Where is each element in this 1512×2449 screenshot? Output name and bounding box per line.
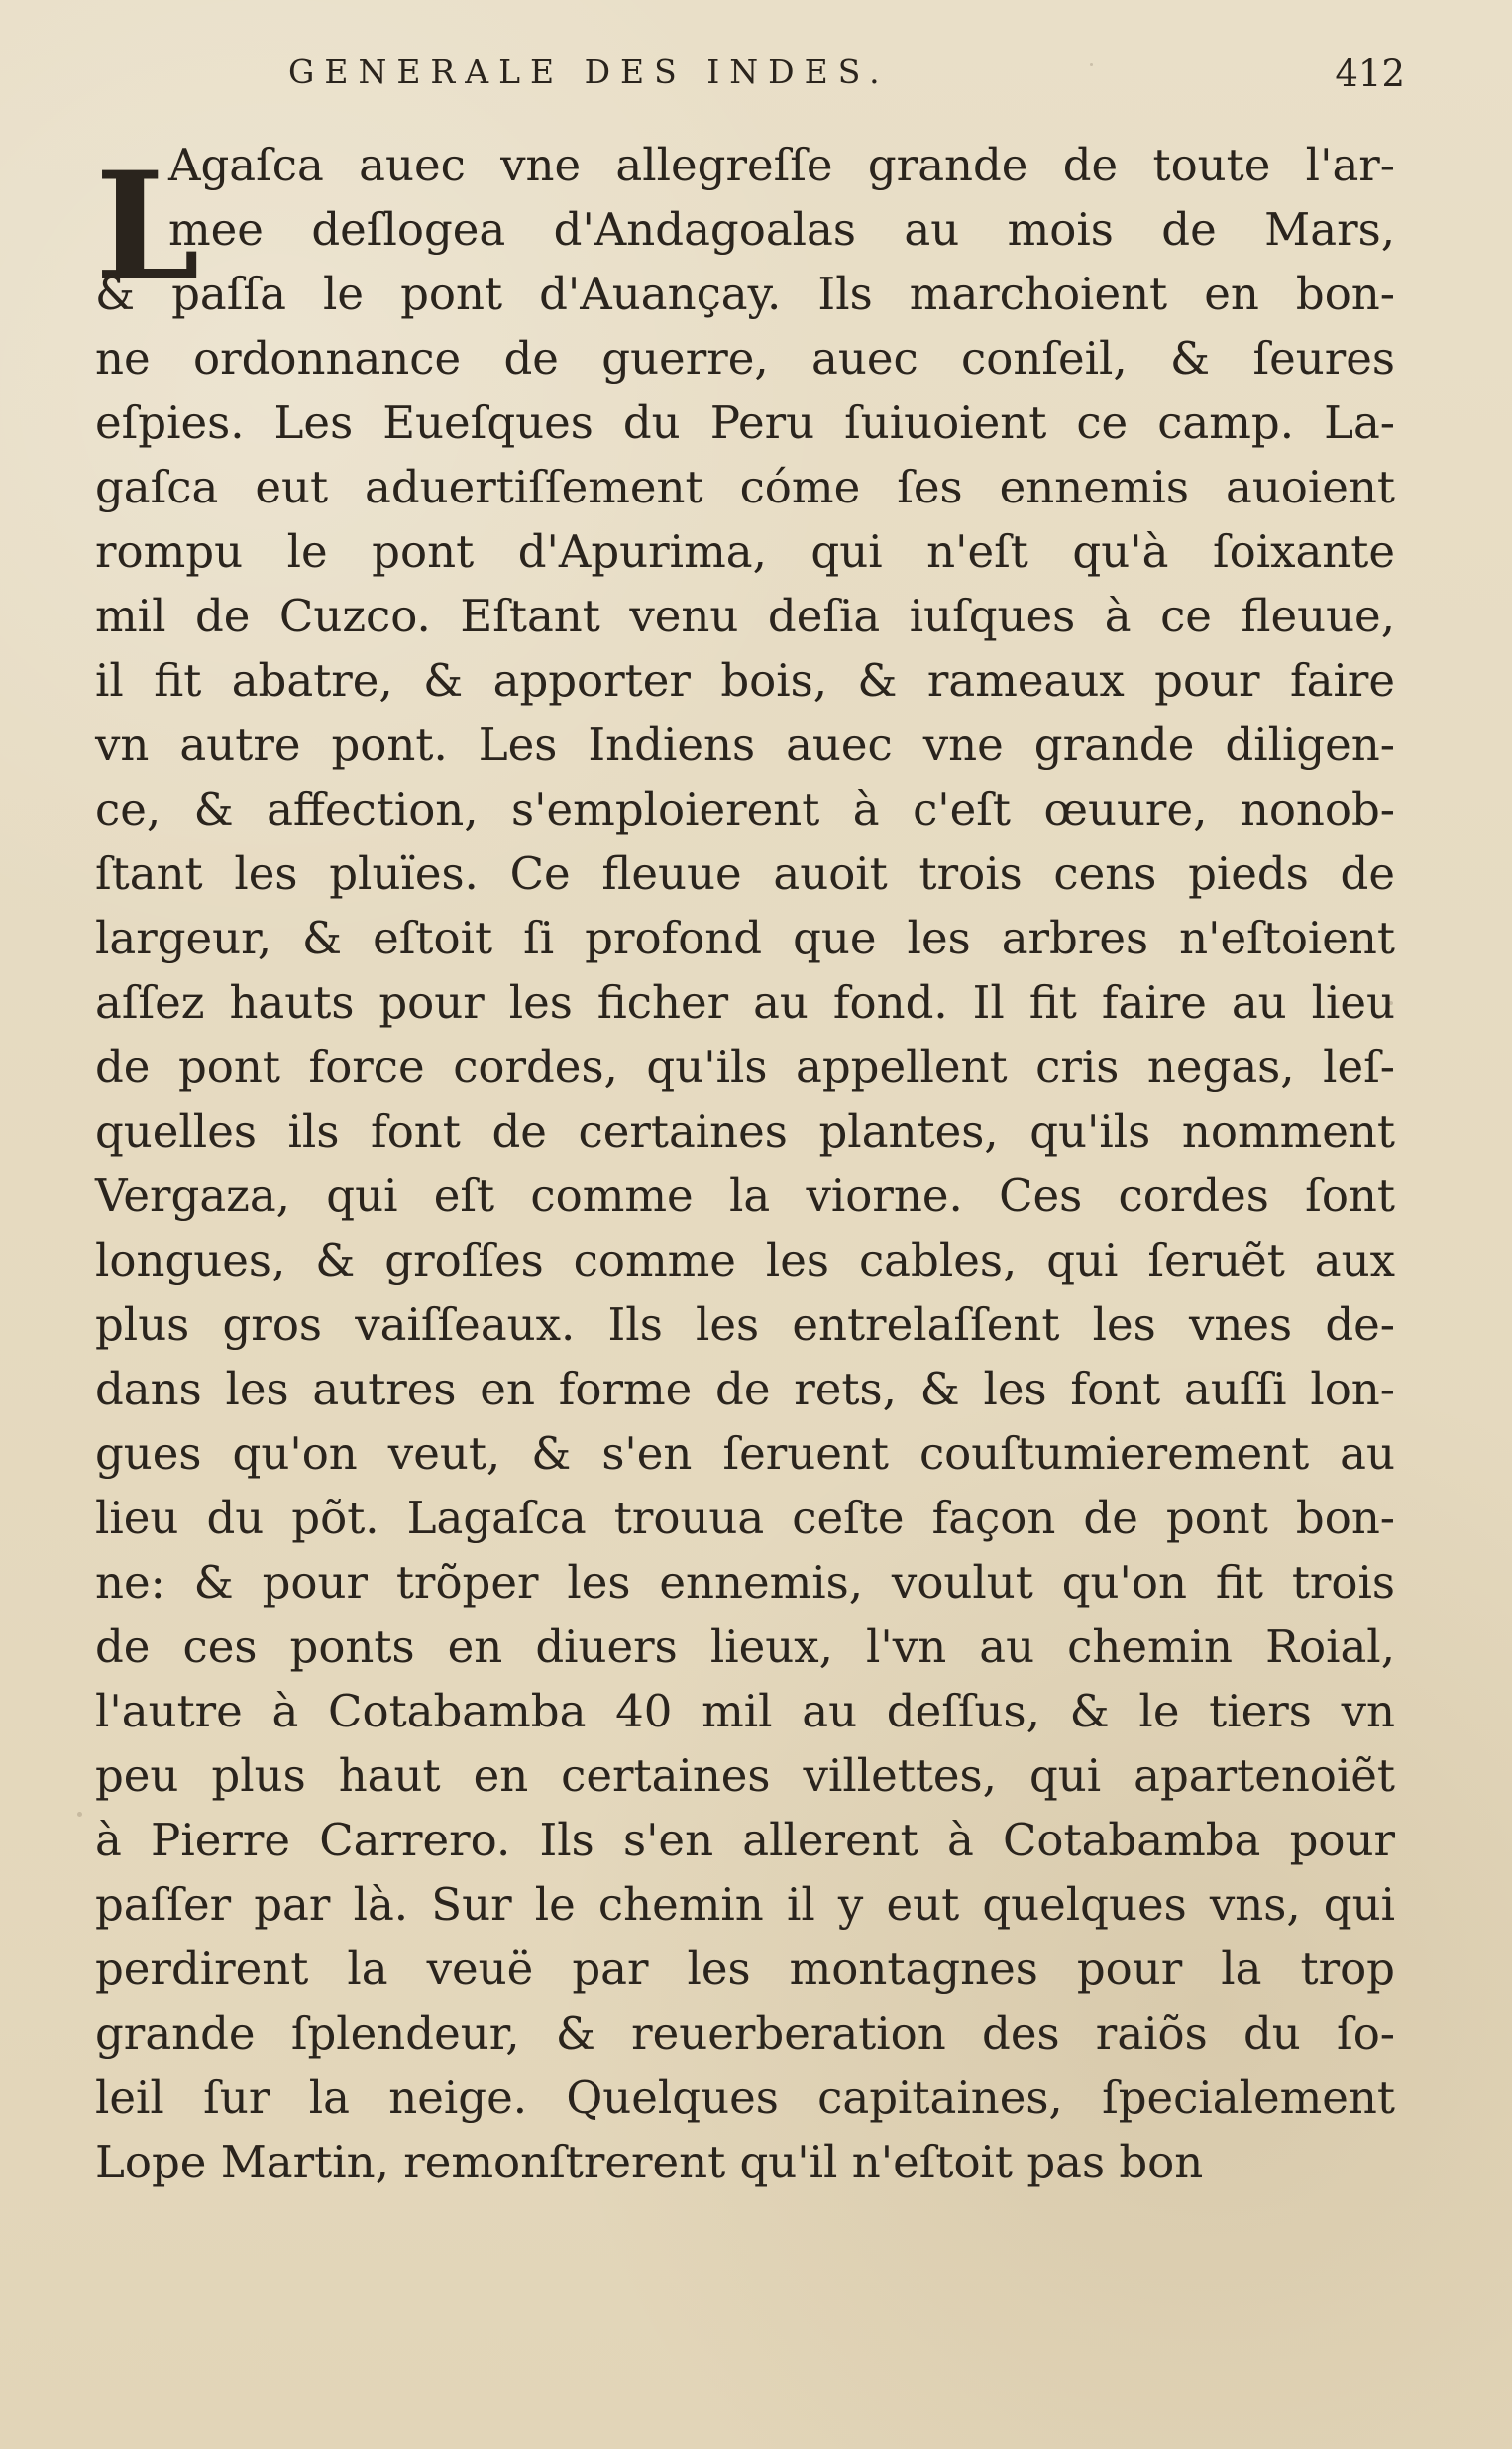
paper-spot (1090, 63, 1093, 66)
text-line-24: de ces ponts en diuers lieux, l'vn au chemin Roial, (95, 1620, 1395, 1673)
text-line-15: de pont force cordes, qu'ils appellent cris negas, leſ- (95, 1041, 1395, 1093)
text-line-27: à Pierre Carrero. Ils s'en allerent à Cotabamba pour (95, 1814, 1395, 1866)
text-line-25: l'autre à Cotabamba 40 mil au deſſus, & le tiers vn (95, 1685, 1395, 1737)
paper-spot (1389, 1001, 1393, 1005)
text-line-11: ce, & affection, s'emploierent à c'eſt œuure, nonob- (95, 783, 1395, 835)
initial-capital-wrap (95, 140, 200, 314)
text-line-19: plus gros vaiſſeaux. Ils les entrelaſſent les vnes de- (95, 1298, 1395, 1351)
text-line-7: rompu le pont d'Apurima, qui n'eſt qu'à ſoixante (95, 525, 1395, 578)
text-line-17: Vergaza, qui eſt comme la viorne. Ces cordes ſont (95, 1169, 1395, 1222)
text-line-6: gaſca eut aduertiſſement cóme ſes ennemis auoient (95, 461, 1395, 513)
text-line-4: ne ordonnance de guerre, auec conſeil, & ſeures (95, 332, 1395, 385)
paper-spot (77, 1812, 82, 1817)
text-line-3: & paſſa le pont d'Auançay. Ils marchoient en bon- (95, 268, 1395, 320)
text-line-2: mee deſlogea d'Andagoalas au mois de Mars, (168, 203, 1395, 256)
text-line-5: eſpies. Les Eueſques du Peru ſuiuoient ce camp. La- (95, 396, 1395, 449)
text-line-10: vn autre pont. Les Indiens auec vne grande diligen- (95, 719, 1395, 771)
text-line-1: Agaſca auec vne allegreſſe grande de toute l'ar- (168, 139, 1395, 191)
running-header (95, 53, 1417, 127)
text-line-8: mil de Cuzco. Eſtant venu deſia iuſques à ce fleuue, (95, 590, 1395, 642)
text-line-20: dans les autres en forme de rets, & les font auſſi lon- (95, 1363, 1395, 1415)
text-line-28: paſſer par là. Sur le chemin il y eut quelques vns, qui (95, 1878, 1395, 1931)
text-line-26: peu plus haut en certaines villettes, qui apartenoiẽt (95, 1749, 1395, 1802)
page-number: 412 (1335, 53, 1405, 95)
text-line-32: Lope Martin, remonſtrerent qu'il n'eſtoit pas bon (95, 2136, 1204, 2188)
text-line-22: lieu du põt. Lagaſca trouua ceſte façon de pont bon- (95, 1492, 1395, 1544)
main-text-block (95, 133, 1395, 2194)
text-line-9: il fit abatre, & apporter bois, & rameaux pour faire (95, 654, 1395, 707)
text-line-23: ne: & pour trõper les ennemis, voulut qu'on fit trois (95, 1556, 1395, 1609)
text-line-30: grande ſplendeur, & reuerberation des raiõs du ſo- (95, 2007, 1395, 2059)
text-line-16: quelles ils font de certaines plantes, qu'ils nomment (95, 1105, 1395, 1158)
text-line-18: longues, & groſſes comme les cables, qui ſeruẽt aux (95, 1234, 1395, 1286)
initial-capital: L (95, 140, 200, 314)
text-line-14: aſſez hauts pour les ficher au fond. Il fit faire au lieu (95, 976, 1395, 1029)
text-line-29: perdirent la veuë par les montagnes pour la trop (95, 1943, 1395, 1995)
text-line-31: leil ſur la neige. Quelques capitaines, ſpecialement (95, 2071, 1395, 2124)
text-line-13: largeur, & eſtoit ſi profond que les arbres n'eſtoient (95, 912, 1395, 964)
text-line-12: ſtant les pluïes. Ce fleuue auoit trois cens pieds de (95, 847, 1395, 900)
text-line-21: gues qu'on veut, & s'en ſeruent couſtumierement au (95, 1427, 1395, 1480)
running-title: GENERALE DES INDES. (288, 53, 890, 91)
